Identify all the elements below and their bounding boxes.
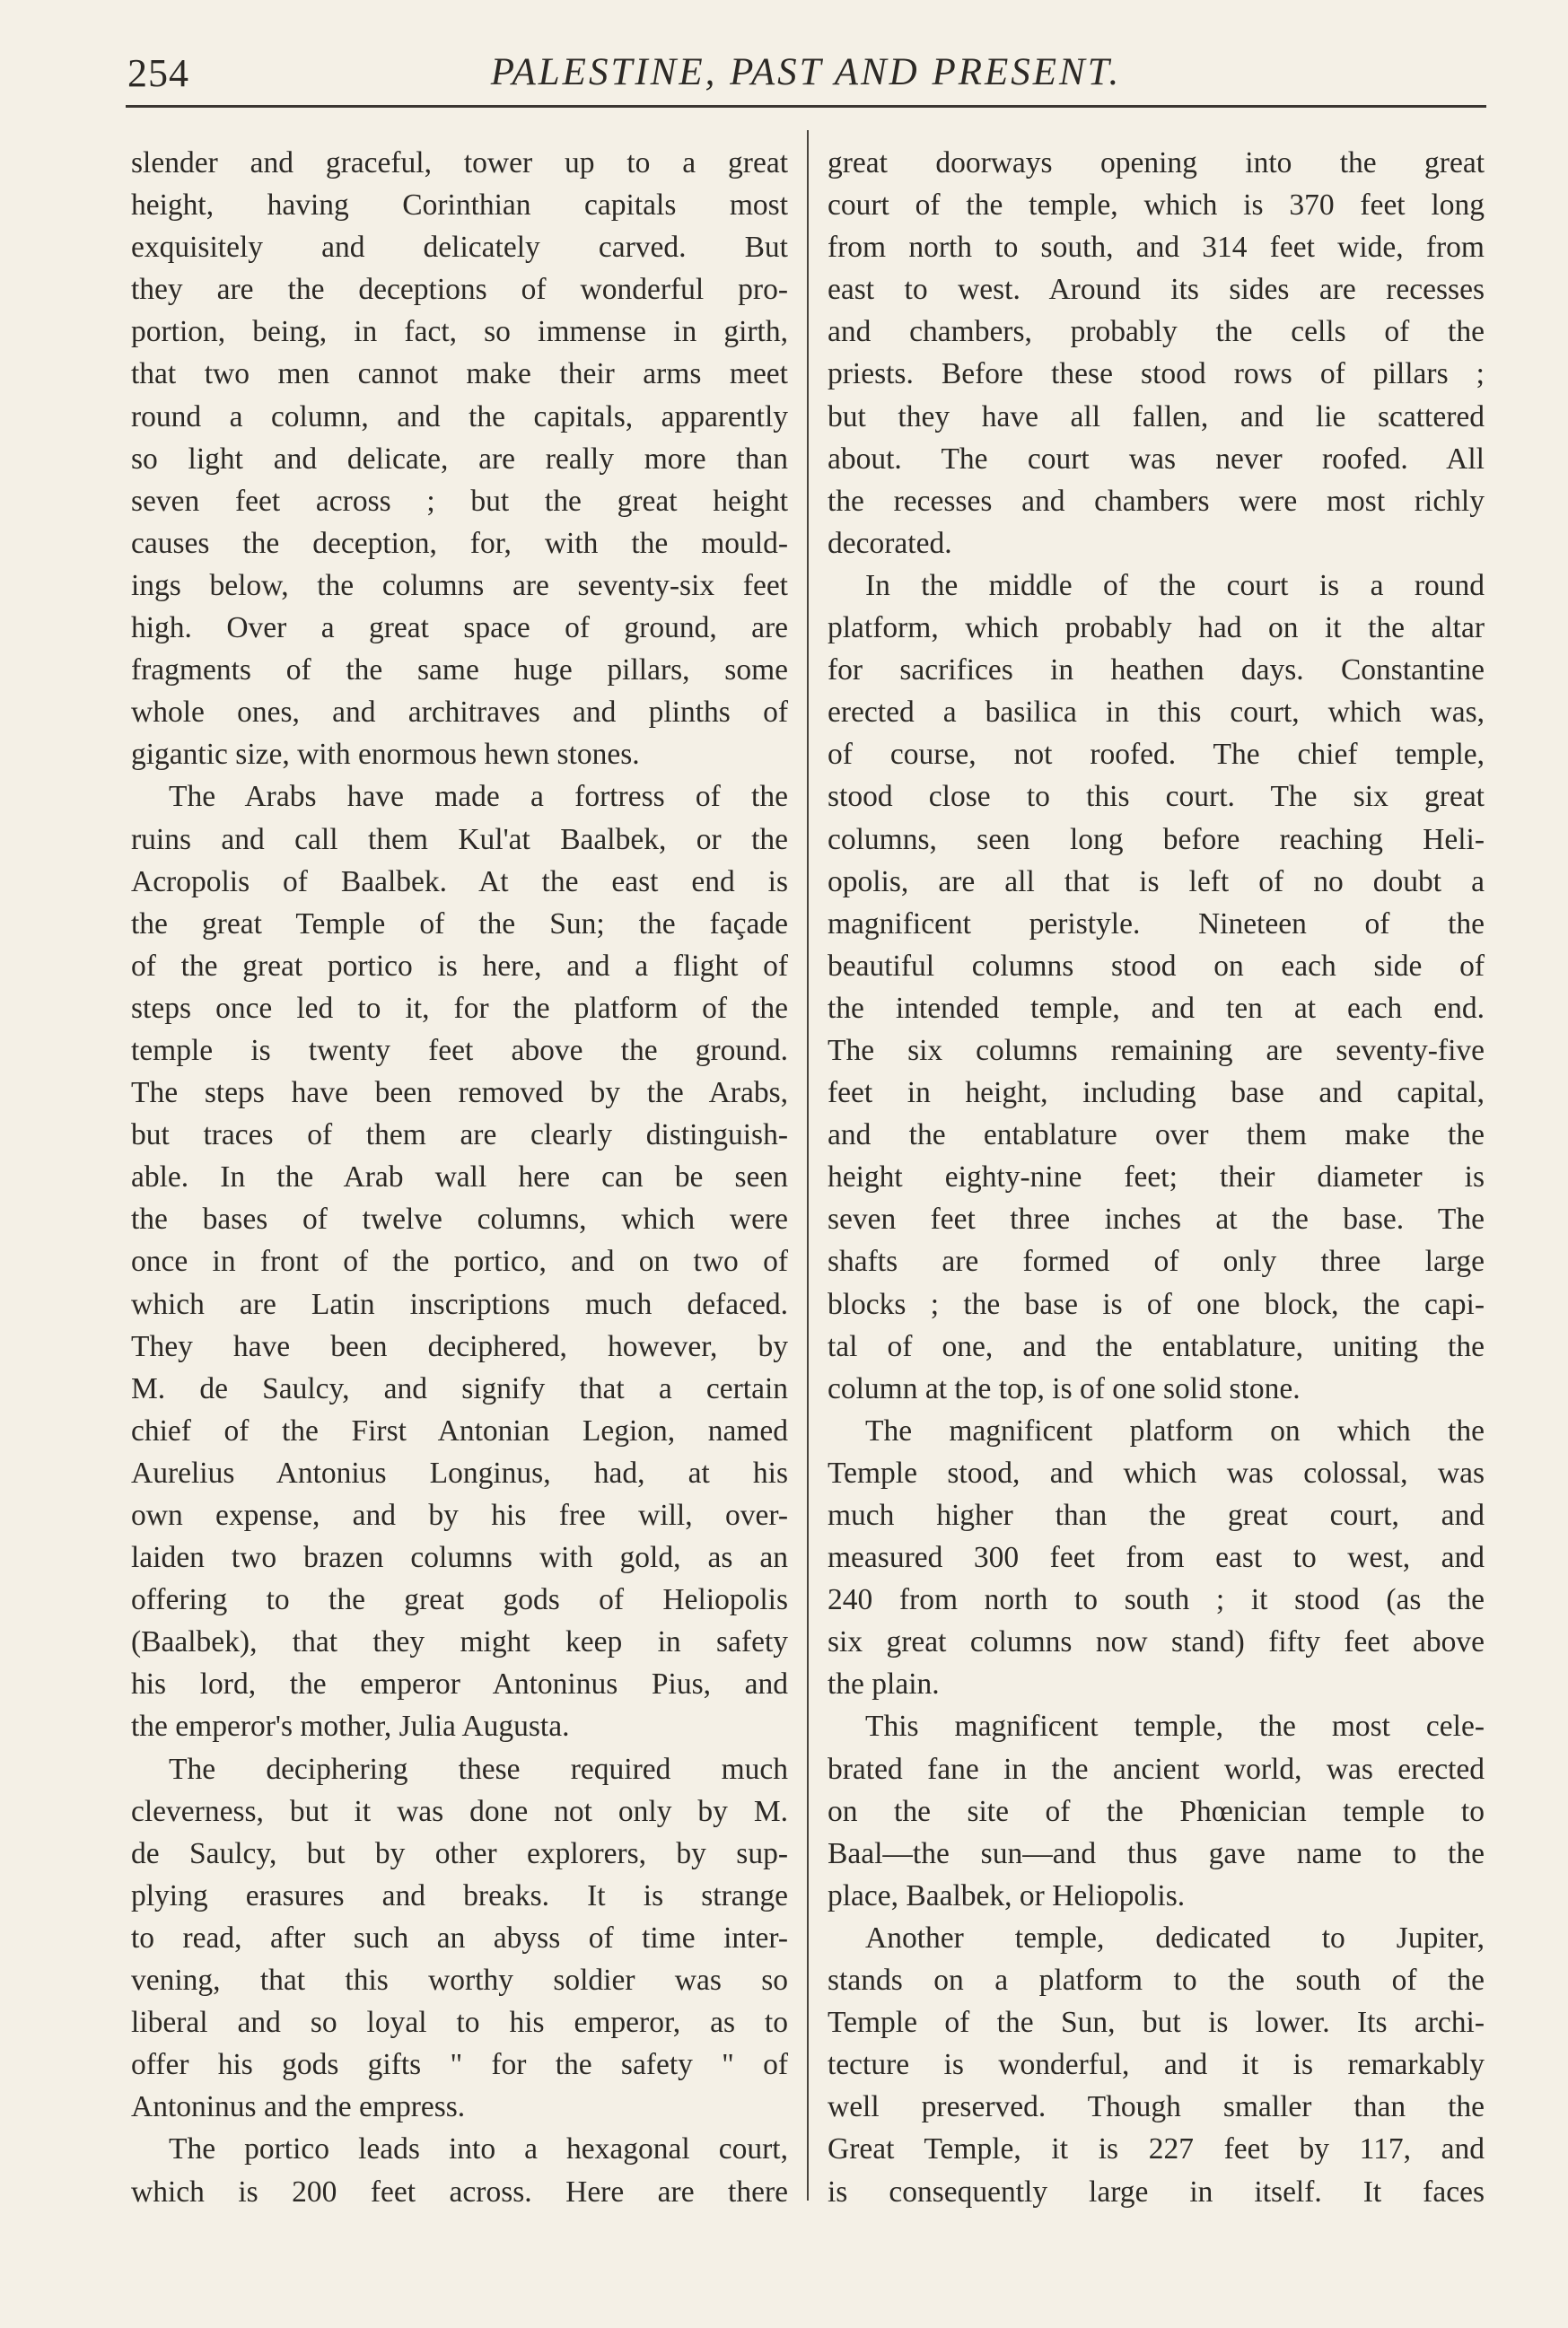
text-line: offer his gods gifts " for the safety " of — [131, 2048, 788, 2082]
text-line: Great Temple, it is 227 feet by 117, and — [828, 2132, 1485, 2166]
text-line: feet in height, including base and capital, — [828, 1076, 1485, 1110]
text-line: the emperor's mother, Julia Augusta. — [131, 1710, 570, 1744]
text-line: Another temple, dedicated to Jupiter, — [865, 1921, 1485, 1955]
text-line: ings below, the columns are seventy-six feet — [131, 568, 788, 602]
page-header — [127, 45, 1485, 99]
text-line: Baal—the sun—and thus gave name to the — [828, 1836, 1485, 1870]
left-text-column — [131, 142, 788, 2213]
text-line: is consequently large in itself. It faces — [828, 2175, 1485, 2209]
right-text-column — [828, 142, 1485, 2213]
text-line: which is 200 feet across. Here are there — [131, 2175, 788, 2209]
text-line: The six columns remaining are seventy-five — [828, 1033, 1485, 1067]
text-line: gigantic size, with enormous hewn stones. — [131, 738, 640, 772]
text-line: 240 from north to south ; it stood (as the — [828, 1583, 1485, 1617]
text-line: slender and graceful, tower up to a great — [131, 146, 788, 179]
text-line: but traces of them are clearly distinguish- — [131, 1118, 788, 1152]
text-line: high. Over a great space of ground, are — [131, 611, 788, 645]
text-line: court of the temple, which is 370 feet long — [828, 188, 1485, 223]
text-line: well preserved. Though smaller than the — [828, 2090, 1485, 2124]
text-line: own expense, and by his free will, over- — [131, 1499, 788, 1532]
text-line: the intended temple, and ten at each end. — [828, 991, 1485, 1025]
text-line: column at the top, is of one solid stone. — [828, 1371, 1301, 1405]
text-line: so light and delicate, are really more than — [131, 442, 788, 476]
text-line: Antoninus and the empress. — [131, 2090, 466, 2124]
text-line: ruins and call them Kul'at Baalbek, or the — [131, 822, 788, 856]
text-line: his lord, the emperor Antoninus Pius, and — [131, 1667, 788, 1702]
text-line: about. The court was never roofed. All — [828, 442, 1485, 476]
text-line: plying erasures and breaks. It is strange — [131, 1878, 788, 1912]
text-line: place, Baalbek, or Heliopolis. — [828, 1878, 1186, 1912]
text-line: the recesses and chambers were most richly — [828, 484, 1485, 518]
text-line: The deciphering these required much — [169, 1752, 788, 1786]
text-line: which are Latin inscriptions much defaced. — [131, 1287, 788, 1321]
text-line: and the entablature over them make the — [828, 1118, 1485, 1152]
text-line: tecture is wonderful, and it is remarkably — [828, 2048, 1485, 2082]
text-line: Temple of the Sun, but is lower. Its archi- — [828, 2006, 1485, 2040]
text-line: offering to the great gods of Heliopolis — [131, 1583, 788, 1617]
text-line: This magnificent temple, the most cele- — [865, 1710, 1485, 1744]
text-line: height, having Corinthian capitals most — [131, 188, 788, 223]
header-rule — [126, 105, 1486, 108]
text-line: They have been deciphered, however, by — [131, 1329, 788, 1363]
text-line: the plain. — [828, 1667, 940, 1702]
text-line: chief of the First Antonian Legion, named — [131, 1413, 788, 1448]
text-line: of course, not roofed. The chief temple, — [828, 738, 1485, 772]
text-line: In the middle of the court is a round — [865, 568, 1485, 602]
text-line: blocks ; the base is of one block, the capi- — [828, 1287, 1485, 1321]
text-line: the great Temple of the Sun; the façade — [131, 906, 788, 941]
text-line: east to west. Around its sides are recesses — [828, 273, 1485, 307]
text-line: able. In the Arab wall here can be seen — [131, 1160, 788, 1195]
text-line: to read, after such an abyss of time inter- — [131, 1921, 788, 1955]
text-line: laiden two brazen columns with gold, as an — [131, 1541, 788, 1575]
text-line: shafts are formed of only three large — [828, 1245, 1485, 1279]
text-line: vening, that this worthy soldier was so — [131, 1964, 788, 1998]
text-line: The steps have been removed by the Arabs, — [131, 1076, 788, 1110]
text-line: and chambers, probably the cells of the — [828, 315, 1485, 349]
text-line: they are the deceptions of wonderful pro- — [131, 273, 788, 307]
text-line: but they have all fallen, and lie scattered — [828, 399, 1485, 433]
text-line: The Arabs have made a fortress of the — [169, 780, 788, 814]
text-line: whole ones, and architraves and plinths of — [131, 696, 788, 730]
text-line: M. de Saulcy, and signify that a certain — [131, 1371, 788, 1405]
text-line: much higher than the great court, and — [828, 1499, 1485, 1532]
text-line: exquisitely and delicately carved. But — [131, 231, 788, 265]
text-line: erected a basilica in this court, which was, — [828, 696, 1485, 730]
text-line: temple is twenty feet above the ground. — [131, 1033, 788, 1067]
text-line: from north to south, and 314 feet wide, from — [828, 231, 1485, 265]
text-line: seven feet three inches at the base. The — [828, 1203, 1485, 1237]
text-line: priests. Before these stood rows of pillars ; — [828, 357, 1485, 391]
text-line: platform, which probably had on it the altar — [828, 611, 1485, 645]
running-title: PALESTINE, PAST AND PRESENT. — [490, 51, 1122, 93]
text-line: tal of one, and the entablature, uniting the — [828, 1329, 1485, 1363]
text-line: brated fane in the ancient world, was erected — [828, 1752, 1485, 1786]
page-number: 254 — [127, 51, 189, 95]
text-line: liberal and so loyal to his emperor, as to — [131, 2006, 788, 2040]
text-line: measured 300 feet from east to west, and — [828, 1541, 1485, 1575]
text-line: columns, seen long before reaching Heli- — [828, 822, 1485, 856]
text-line: once in front of the portico, and on two of — [131, 1245, 788, 1279]
text-line: The magnificent platform on which the — [865, 1413, 1485, 1448]
text-line: stood close to this court. The six great — [828, 780, 1485, 814]
text-line: The portico leads into a hexagonal court, — [169, 2132, 788, 2166]
text-line: height eighty-nine feet; their diameter is — [828, 1160, 1485, 1195]
text-line: decorated. — [828, 526, 952, 560]
text-line: portion, being, in fact, so immense in girth, — [131, 315, 788, 349]
text-line: round a column, and the capitals, apparently — [131, 399, 788, 433]
text-line: fragments of the same huge pillars, some — [131, 653, 788, 687]
text-line: Aurelius Antonius Longinus, had, at his — [131, 1456, 788, 1490]
text-line: seven feet across ; but the great height — [131, 484, 788, 518]
text-line: causes the deception, for, with the mould- — [131, 526, 788, 560]
text-line: opolis, are all that is left of no doubt a — [828, 864, 1485, 898]
text-line: beautiful columns stood on each side of — [828, 949, 1485, 983]
text-line: steps once led to it, for the platform of the — [131, 991, 788, 1025]
text-line: for sacrifices in heathen days. Constantine — [828, 653, 1485, 687]
text-line: Acropolis of Baalbek. At the east end is — [131, 864, 788, 898]
text-line: great doorways opening into the great — [828, 146, 1485, 179]
text-line: (Baalbek), that they might keep in safety — [131, 1625, 788, 1659]
text-line: magnificent peristyle. Nineteen of the — [828, 906, 1485, 941]
text-line: six great columns now stand) fifty feet above — [828, 1625, 1485, 1659]
text-line: Temple stood, and which was colossal, was — [828, 1456, 1485, 1490]
text-line: cleverness, but it was done not only by M. — [131, 1794, 788, 1828]
text-line: of the great portico is here, and a flight of — [131, 949, 788, 983]
text-line: de Saulcy, but by other explorers, by sup- — [131, 1836, 788, 1870]
text-line: that two men cannot make their arms meet — [131, 357, 788, 391]
text-line: on the site of the Phœnician temple to — [828, 1794, 1485, 1828]
text-line: stands on a platform to the south of the — [828, 1964, 1485, 1998]
text-line: the bases of twelve columns, which were — [131, 1203, 788, 1237]
column-divider — [807, 130, 809, 2201]
